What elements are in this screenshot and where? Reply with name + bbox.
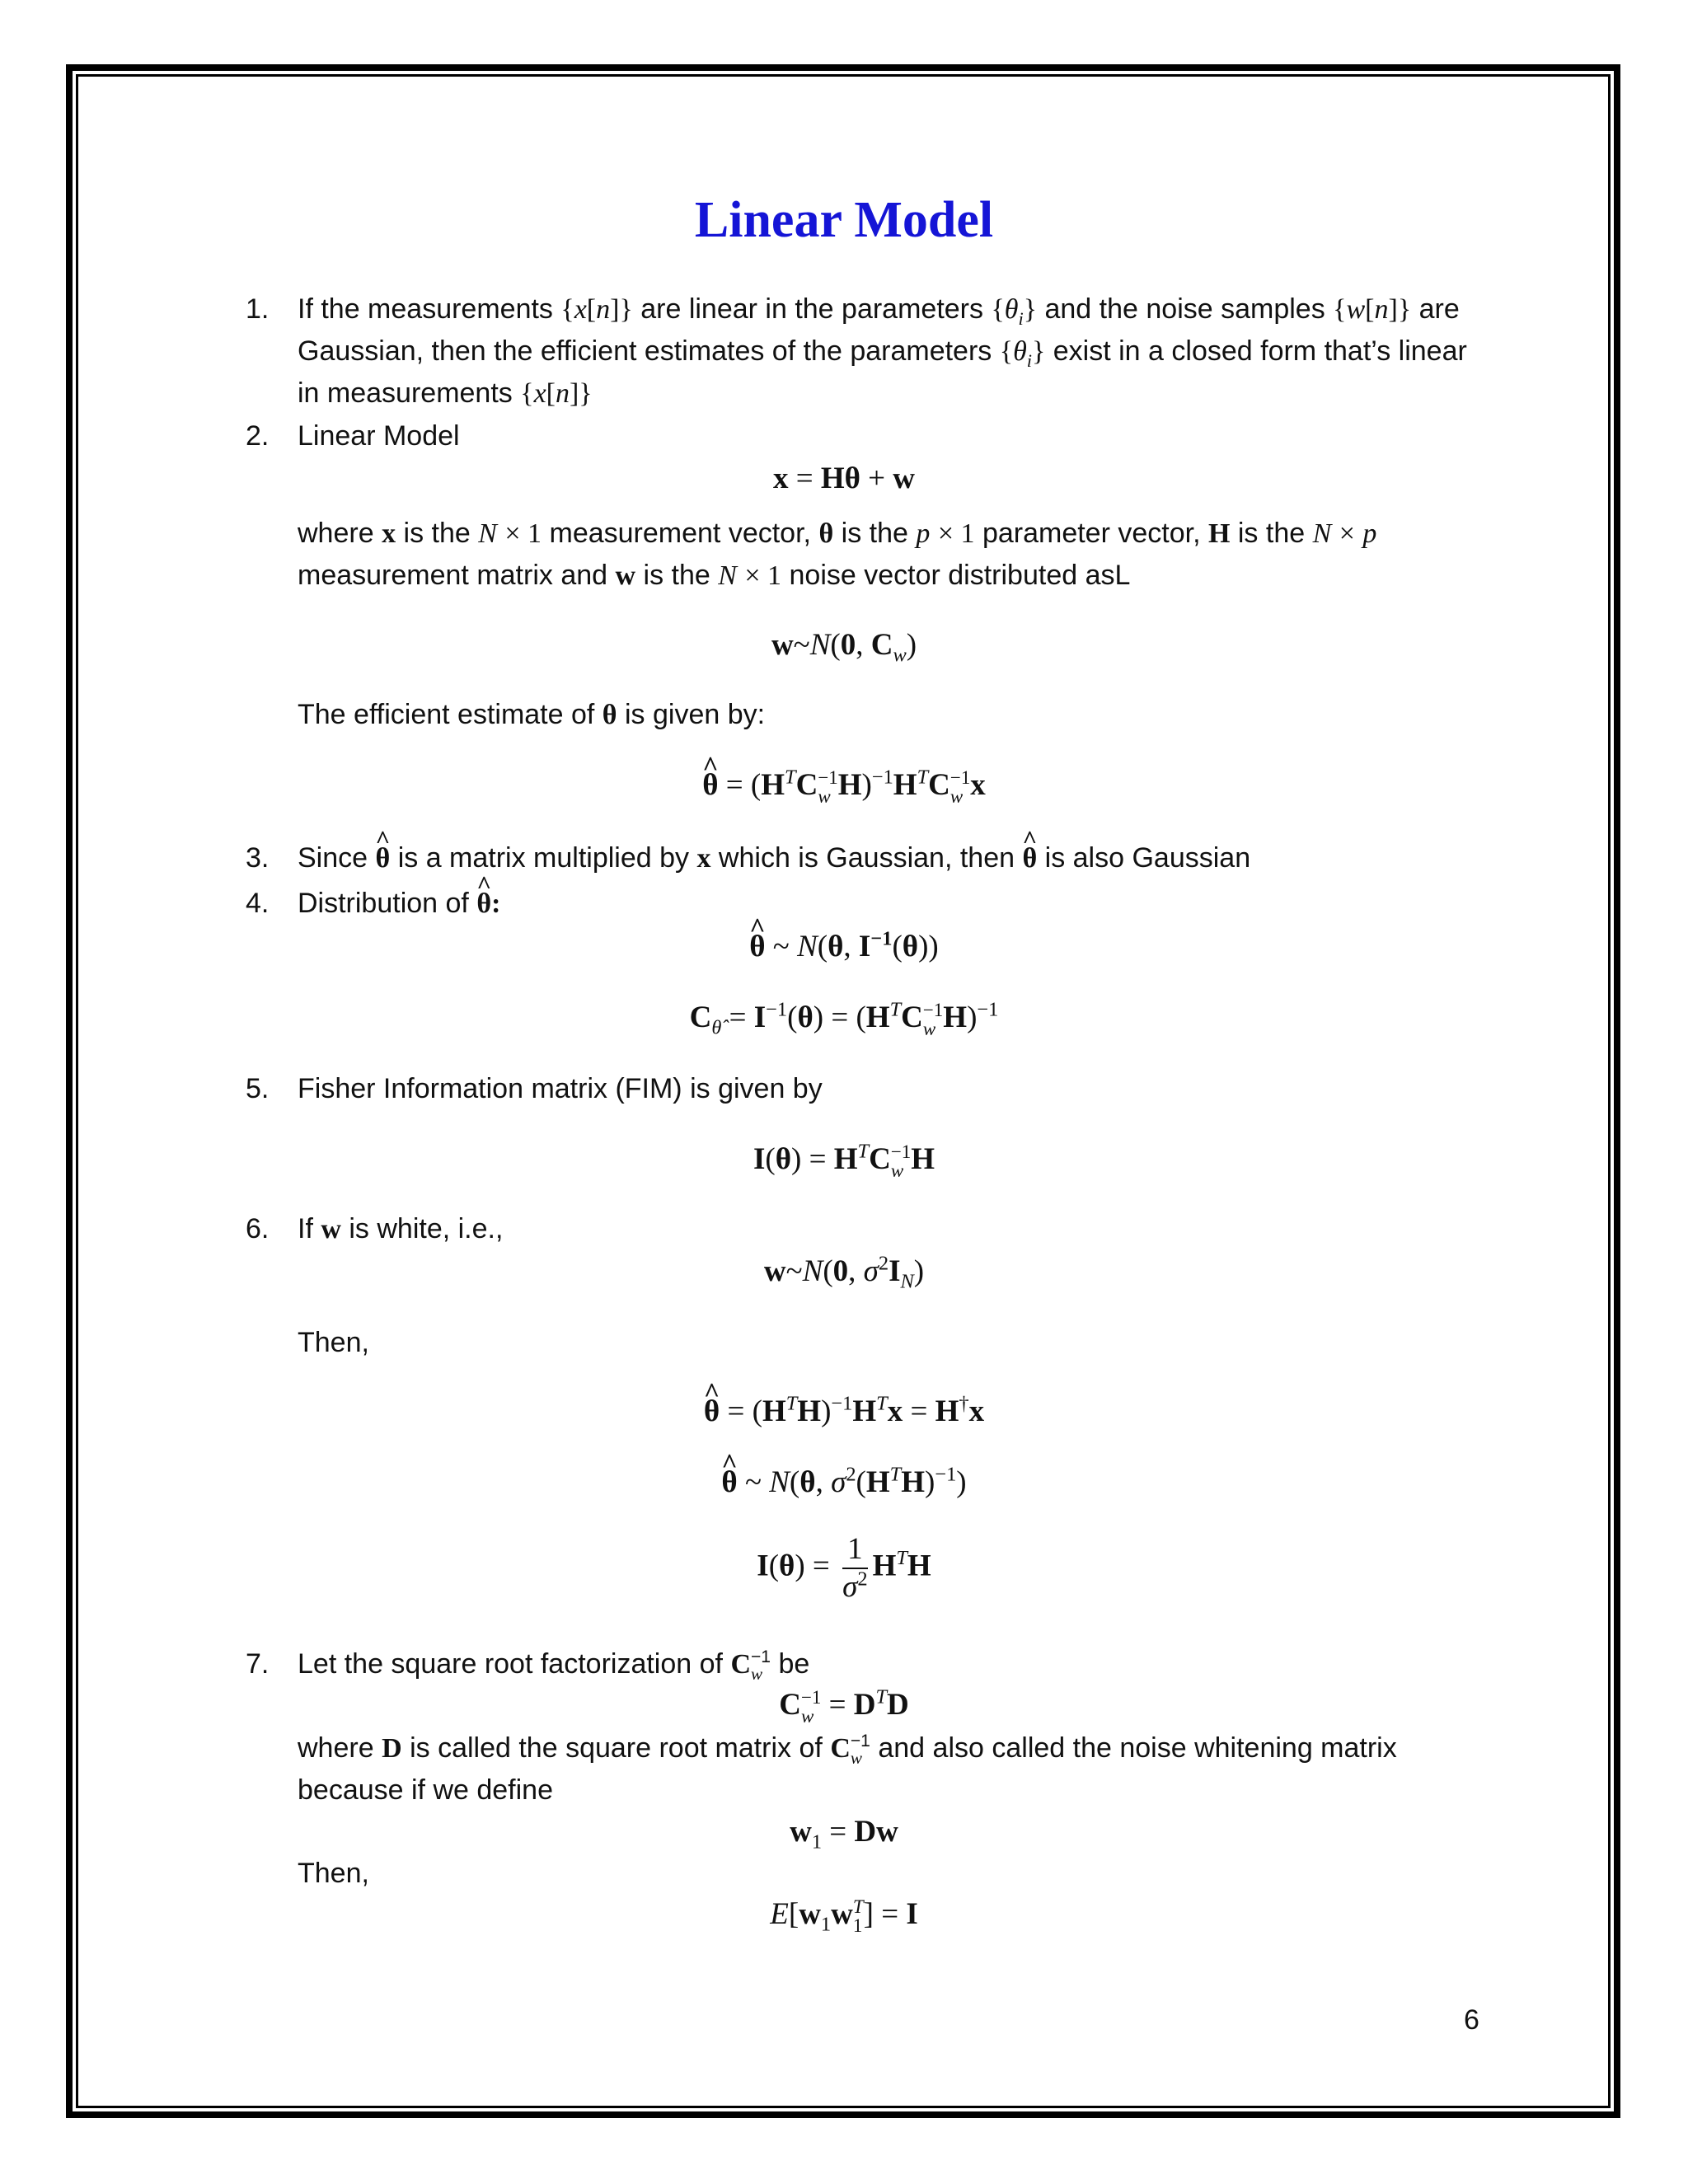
equation-white-fisher: I(θ) = $\frac{1}{\sigma^2}$ $H^TH$ bbox=[757, 1532, 931, 1604]
equation-covariance: $C_{\thetâ} = I^{-1}(\theta) = (H^TC$ −1 w H)$^{-1}$ bbox=[689, 998, 999, 1039]
item-number-2: 2. bbox=[246, 420, 270, 452]
efficient-estimate-text: The efficient estimate of θ is given by: bbox=[298, 699, 766, 730]
page-title: Linear Model bbox=[694, 192, 994, 248]
item-3-text: Since ^ θ is a matrix multiplied by x which is Gaussian, then ^ θ is also Gaussian bbox=[298, 837, 1484, 879]
equation-linear-model: x = Hθ + w bbox=[772, 462, 916, 495]
equation-white-noise: w~N(0, $\sigma^2I_N$) bbox=[763, 1252, 925, 1293]
item-number-4: 4. bbox=[246, 888, 270, 919]
equation-fisher-information: $I(\theta) = H^TC$ −1 w H bbox=[753, 1140, 935, 1181]
equation-whitened-noise: $w_1 = Dw$ bbox=[790, 1815, 898, 1854]
then-text-1: Then, bbox=[298, 1327, 369, 1358]
item-number-7: 7. bbox=[246, 1648, 270, 1680]
item-7-text: Let the square root factorization of C −1 w be bbox=[298, 1647, 810, 1685]
item-5-text: Fisher Information matrix (FIM) is given by bbox=[298, 1073, 823, 1104]
equation-white-estimate: ^ $\theta = (H^TH)^{-1}H^Tx = H^\dagger x$ bbox=[0, 1391, 1688, 1432]
equation-noise-distribution: w~N(0, $C_w$) bbox=[771, 628, 917, 667]
item-6-text: If w is white, i.e., bbox=[298, 1213, 504, 1244]
item-number-3: 3. bbox=[246, 842, 270, 874]
then-text-2: Then, bbox=[298, 1858, 369, 1889]
item-number-6: 6. bbox=[246, 1213, 270, 1244]
item-number-5: 5. bbox=[246, 1073, 270, 1104]
equation-whitened-covariance: $E[w_1w$ T 1 ] = I bbox=[770, 1896, 918, 1936]
equation-white-distribution: ^ θ ~ N(θ, $\sigma^2(H^TH)^{-1}$) bbox=[0, 1462, 1688, 1503]
page-number: 6 bbox=[1464, 2004, 1479, 2036]
item-4-text: Distribution of ^ θ: bbox=[298, 883, 1484, 925]
item-1-text: If the measurements {x[n]} are linear in the parameters $\{\theta_i\}$ and the noise samples {w[n]} are Gaussian, then the efficient estimates of the parameters $\{\theta_i\}$ exist in a closed form that’s linear in measurements {x[n]} bbox=[298, 293, 1467, 409]
item-2-where-text: where x is the N × 1 measurement vector, θ is the p × 1 parameter vector, H is the N × p measurement matrix and w is the N × 1 noise vector distributed asL bbox=[298, 518, 1377, 591]
item-2-text: Linear Model bbox=[298, 420, 460, 452]
item-number-1: 1. bbox=[246, 293, 270, 325]
item-7-where-text: where D is called the square root matrix of C −1 w and also called the noise whitening matrix because if we define bbox=[298, 1731, 1397, 1806]
equation-efficient-estimate: ^ $\theta = (H^TC$ −1 w $H)^{-1}H^TC$ −1 w x bbox=[0, 765, 1688, 806]
equation-square-root-factorization: C −1 w = $D^TD$ bbox=[779, 1685, 909, 1727]
equation-theta-distribution: ^ θ ~ N(θ, $I^{-1}(\theta)$) bbox=[0, 926, 1688, 968]
